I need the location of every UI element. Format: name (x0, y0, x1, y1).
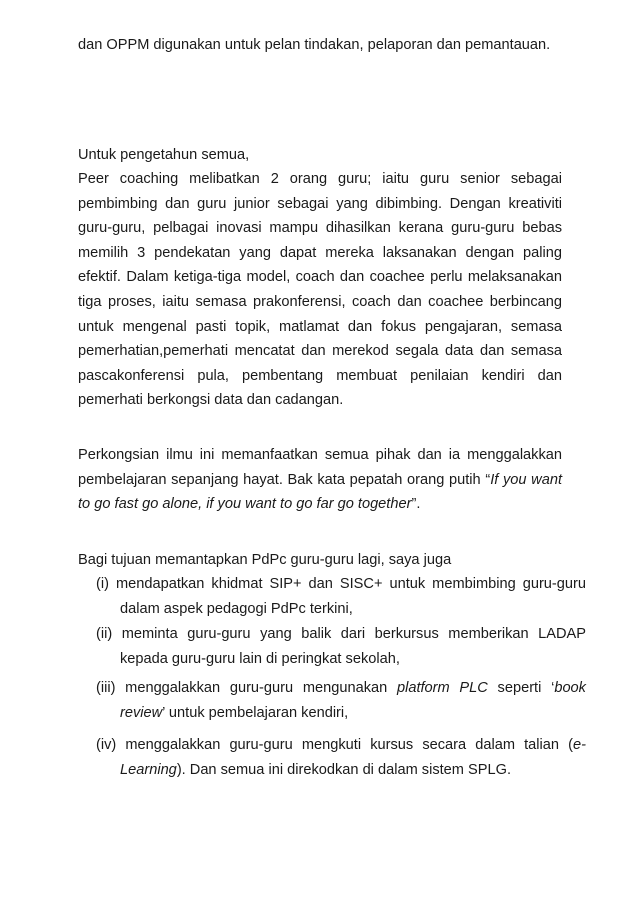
item3-book-review: book review (120, 680, 586, 721)
paragraph-intro: dan OPPM digunakan untuk pelan tindakan, pelaporan dan pemantauan. (78, 37, 551, 53)
item3-platform: platform PLC (396, 680, 488, 696)
list-item-2: (ii) meminta guru-guru yang balik dari berkursus memberikan LADAP kepada guru-guru lain di peringkat sekolah, (96, 626, 586, 667)
sharing-end: ”. (411, 496, 421, 513)
item3-text-a: (iii) menggalakkan guru-guru mengunakan (96, 680, 397, 696)
sharing-quote: If you want to go fast go alone, if you want to go far go together (78, 471, 563, 513)
paragraph-aim: Bagi tujuan memantapkan PdPc guru-guru lagi, saya juga (78, 552, 452, 568)
item4-text-a: (iv) menggalakkan guru-guru mengkuti kursus secara dalam talian ( (96, 737, 574, 753)
list-item-1: (i) mendapatkan khidmat SIP+ dan SISC+ untuk membimbing guru-guru dalam aspek pedagogi PdPc terkini, (96, 576, 586, 617)
item4-text-b: ). Dan semua ini direkodkan di dalam sistem SPLG. (176, 761, 511, 778)
paragraph-greeting: Untuk pengetahun semua, (78, 147, 250, 163)
item4-elearning: e-Learning (120, 737, 586, 778)
paragraph-sharing (78, 443, 562, 517)
paragraph-peer-coaching: Peer coaching melibatkan 2 orang guru; iaitu guru senior sebagai pembimbing dan guru junior sebagai yang dibimbing. Dengan kreativiti guru-guru, pelbagai inovasi mampu dihasilkan kerana guru-guru bebas memilih 3 pendekatan yang dapat mereka laksanakan dengan paling efektif. Dalam ketiga-tiga model, coach dan coachee perlu melaksanakan tiga proses, iaitu semasa prakonferensi, coach dan coachee berbincang untuk mengenal pasti topik, matlamat dan fokus pengajaran, semasa pemerhatian,pemerhati mencatat dan merekod segala data dan semasa pascakonferensi pula, pembentang membuat penilaian kendiri dan pemerhati berkongsi data dan cadangan. (78, 171, 562, 409)
item3-text-c: ’ untuk pembelajaran kendiri, (162, 704, 349, 721)
list-item-4 (96, 733, 586, 782)
sharing-text: Perkongsian ilmu ini memanfaatkan semua pihak dan ia menggalakkan pembelajaran sepanjang hayat. Bak kata pepatah orang putih “ (78, 447, 562, 488)
item3-text-b: seperti ‘ (487, 680, 555, 696)
list-item-3 (96, 676, 586, 725)
